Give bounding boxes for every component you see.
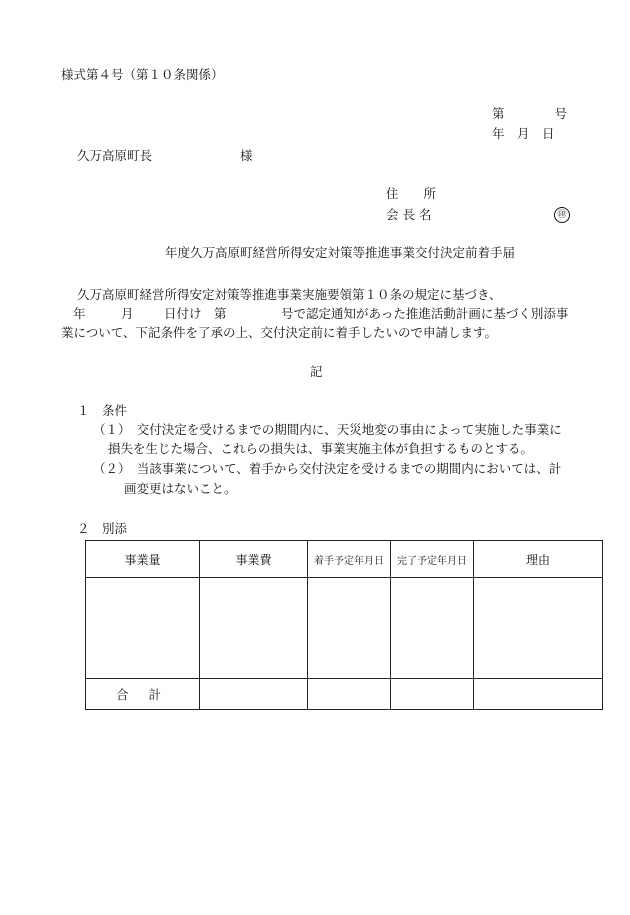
document-number-label: 第 号: [492, 106, 568, 121]
applicant-representative-label: 会 長 名: [386, 207, 432, 222]
condition-2-line-2: 画変更はないこと。: [124, 481, 237, 496]
document-title: 年度久万高原町経営所得安定対策等推進事業交付決定前着手届: [165, 245, 516, 260]
attachment-table: [85, 540, 603, 710]
body-number-label: 第: [214, 306, 227, 321]
addressee-honorific: 様: [240, 148, 253, 163]
body-line-2-rest: 号で認定通知があった推進活動計画に基づく別添事: [281, 306, 569, 321]
body-paragraph-line-1: 久万高原町経営所得安定対策等推進事業実施要領第１０条の規定に基づき、: [77, 287, 502, 302]
cell-completion-date[interactable]: [391, 578, 474, 679]
body-year-label: 年: [73, 306, 86, 321]
table-header-row: [86, 541, 603, 578]
cell-project-cost[interactable]: [200, 578, 308, 679]
header-reason: 理由: [474, 541, 603, 578]
total-cost-cell[interactable]: [200, 679, 308, 710]
ki-heading: 記: [310, 364, 323, 379]
addressee-name: 久万高原町長: [77, 148, 153, 163]
seal-icon: ㊞: [554, 207, 570, 223]
section-2-heading: ２ 別添: [77, 521, 128, 536]
applicant-address-label: 住 所: [386, 186, 437, 201]
condition-1-line-2: 損失を生じた場合、これらの損失は、事業実施主体が負担するものとする。: [108, 441, 534, 456]
header-project-cost: 事業費: [200, 541, 308, 578]
total-completion-cell: [391, 679, 474, 710]
body-paragraph-line-3: 業について、下記条件を了承の上、交付決定前に着手したいので申請します。: [61, 325, 498, 340]
condition-2-line-1: （２） 当該事業について、着手から交付決定を受けるまでの期間内においては、計: [93, 461, 562, 476]
cell-start-date[interactable]: [308, 578, 391, 679]
body-month-label: 月: [121, 306, 134, 321]
section-1-heading: １ 条件: [77, 403, 128, 418]
total-reason-cell: [474, 679, 603, 710]
cell-reason[interactable]: [474, 578, 603, 679]
header-project-volume: 事業量: [86, 541, 200, 578]
total-label-cell: [86, 679, 200, 710]
header-start-date: 着手予定年月日: [308, 541, 391, 578]
header-completion-date: 完了予定年月日: [391, 541, 474, 578]
form-number-label: 様式第４号（第１０条関係）: [61, 67, 224, 82]
document-date-label: 年 月 日: [492, 126, 555, 141]
body-day-label: 日付け: [164, 306, 202, 321]
cell-project-volume[interactable]: [86, 578, 200, 679]
table-row: [86, 578, 603, 679]
condition-1-line-1: （１） 交付決定を受けるまでの期間内に、天災地変の事由によって実施した事業に: [93, 422, 562, 437]
table-total-row: [86, 679, 603, 710]
total-start-cell: [308, 679, 391, 710]
total-label: 合 計: [116, 687, 169, 702]
